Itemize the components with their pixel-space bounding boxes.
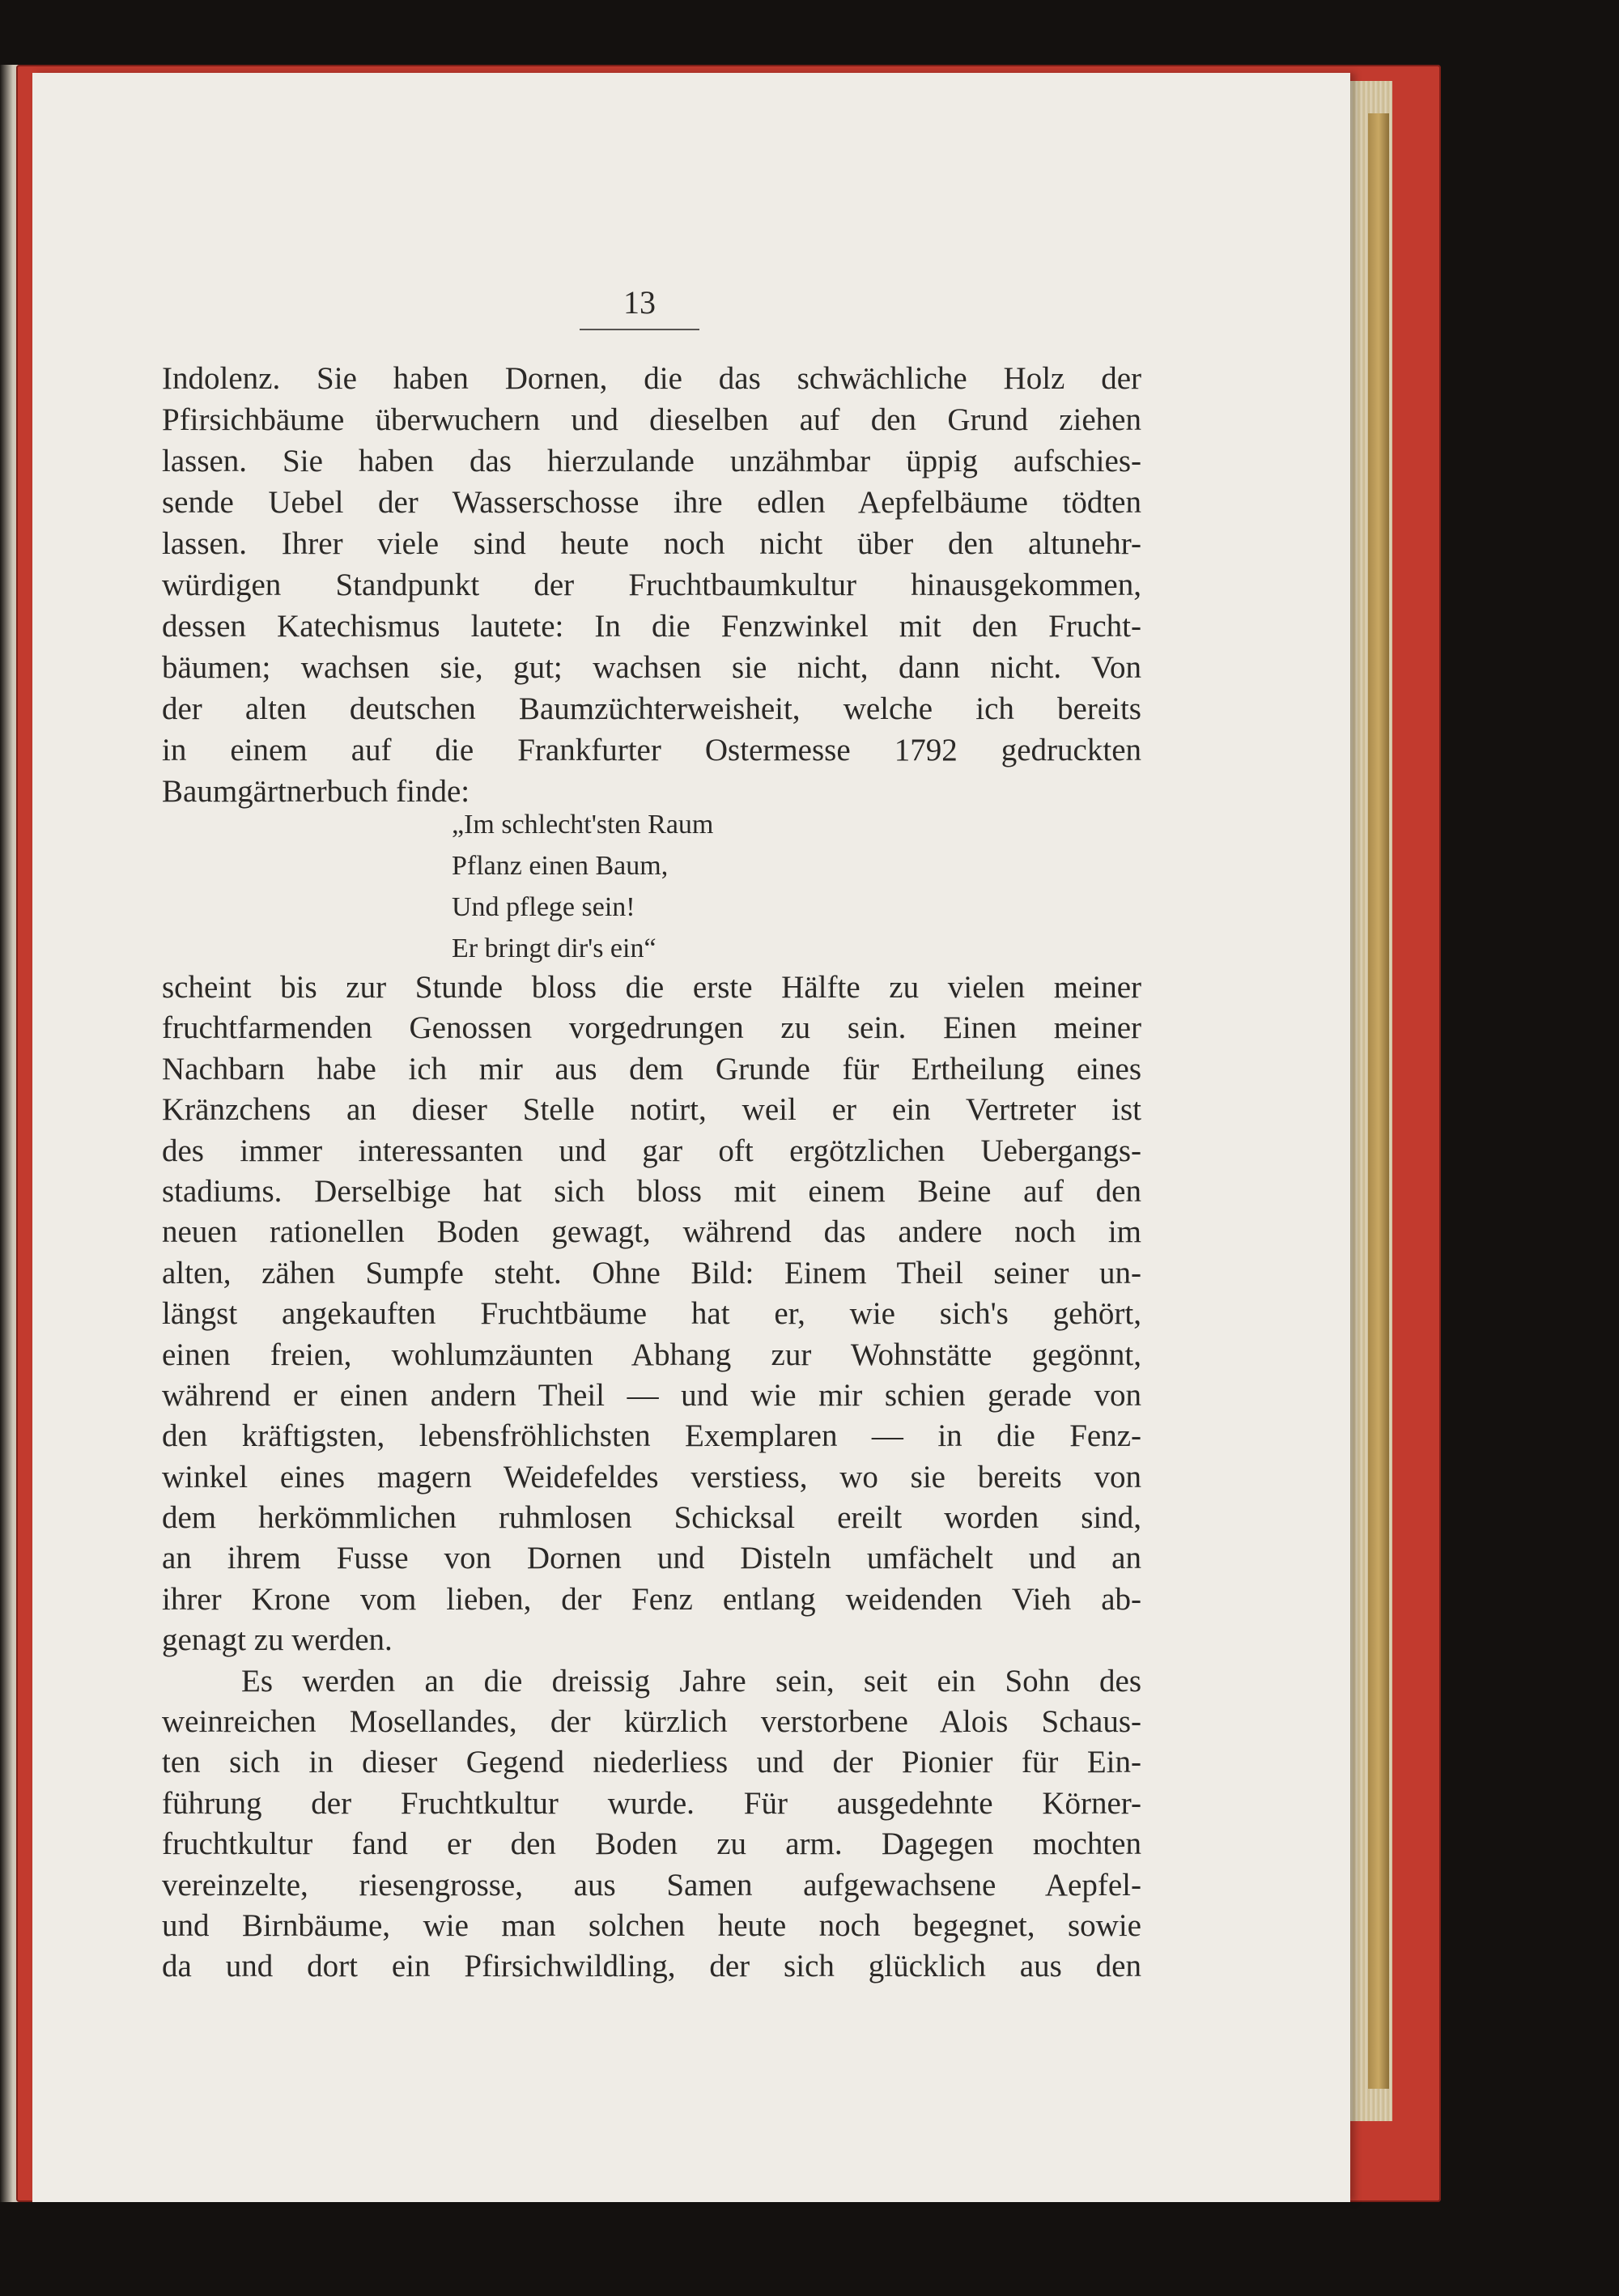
text-line: während er einen andern Theil — und wie mir schien gerade von: [162, 1377, 1141, 1413]
text-line: den kräftigsten, lebensfröhlichsten Exemplaren — in die Fenz-: [162, 1418, 1141, 1454]
text-line: der alten deutschen Baumzüchterweisheit, welche ich bereits: [162, 691, 1141, 726]
text-line: fruchtfarmenden Genossen vorgedrungen zu sein. Einen meiner: [162, 1010, 1141, 1046]
text-line: winkel eines magern Weidefeldes verstiess, wo sie bereits von: [162, 1459, 1141, 1495]
text-line: genagt zu werden.: [162, 1622, 393, 1658]
verse-line: Pflanz einen Baum,: [452, 851, 669, 881]
text-line: Indolenz. Sie haben Dornen, die das schwächliche Holz der: [162, 361, 1141, 396]
verse-line: Er bringt dir's ein“: [452, 933, 657, 963]
text-line: des immer interessanten und gar oft ergötzlichen Uebergangs-: [162, 1133, 1141, 1168]
verse-line: „Im schlecht'sten Raum: [452, 810, 714, 840]
paragraph-1: [162, 358, 1141, 812]
text-line: Baumgärtnerbuch finde:: [162, 774, 470, 809]
text-line: scheint bis zur Stunde bloss die erste Hälfte zu vielen meiner: [162, 970, 1141, 1005]
text-line: längst angekauften Fruchtbäume hat er, wie sich's gehört,: [162, 1296, 1141, 1332]
text-line: lassen. Sie haben das hierzulande unzähmbar üppig aufschies-: [162, 444, 1141, 478]
text-line: in einem auf die Frankfurter Ostermesse 1792 gedruckten: [162, 733, 1141, 767]
text-line: lassen. Ihrer viele sind heute noch nicht über den altunehr-: [162, 526, 1141, 561]
text-line: da und dort ein Pfirsichwildling, der sich glücklich aus den: [162, 1949, 1141, 1984]
text-line: bäumen; wachsen sie, gut; wachsen sie nicht, dann nicht. Von: [162, 650, 1141, 685]
gilt-edge: [1368, 113, 1389, 2089]
text-line: stadiums. Derselbige hat sich bloss mit einem Beine auf den: [162, 1173, 1141, 1209]
book-page: [32, 73, 1350, 2202]
text-line: weinreichen Mosellandes, der kürzlich verstorbene Alois Schaus-: [162, 1704, 1141, 1740]
text-line: Es werden an die dreissig Jahre sein, seit ein Sohn des: [241, 1663, 1141, 1699]
page-number: 13: [623, 284, 656, 321]
header-rule: [580, 329, 699, 330]
verse-quote: [452, 804, 856, 969]
text-line: neuen rationellen Boden gewagt, während das andere noch im: [162, 1214, 1141, 1250]
text-line: alten, zähen Sumpfe steht. Ohne Bild: Einem Theil seiner un-: [162, 1255, 1141, 1290]
text-line: ten sich in dieser Gegend niederliess und der Pionier für Ein-: [162, 1745, 1141, 1780]
text-line: führung der Fruchtkultur wurde. Für ausgedehnte Körner-: [162, 1785, 1141, 1821]
text-line: vereinzelte, riesengrosse, aus Samen aufgewachsene Aepfel-: [162, 1867, 1141, 1903]
text-line: fruchtkultur fand er den Boden zu arm. Dagegen mochten: [162, 1826, 1141, 1862]
paragraph-2-3: [162, 967, 1141, 1988]
text-line: Kränzchens an dieser Stelle notirt, weil er ein Vertreter ist: [162, 1092, 1141, 1128]
text-line: Pfirsichbäume überwuchern und dieselben auf den Grund ziehen: [162, 402, 1141, 437]
verse-line: Und pflege sein!: [452, 892, 635, 922]
text-line: würdigen Standpunkt der Fruchtbaumkultur hinausgekommen,: [162, 568, 1141, 602]
text-line: an ihrem Fusse von Dornen und Disteln umfächelt und an: [162, 1541, 1141, 1576]
text-line: einen freien, wohlumzäunten Abhang zur Wohnstätte gegönnt,: [162, 1337, 1141, 1372]
text-line: dessen Katechismus lautete: In die Fenzwinkel mit den Frucht-: [162, 609, 1141, 644]
text-line: und Birnbäume, wie man solchen heute noch begegnet, sowie: [162, 1907, 1141, 1943]
text-line: sende Uebel der Wasserschosse ihre edlen Aepfelbäume tödten: [162, 485, 1141, 520]
text-line: Nachbarn habe ich mir aus dem Grunde für Ertheilung eines: [162, 1051, 1141, 1086]
text-line: dem herkömmlichen ruhmlosen Schicksal ereilt worden sind,: [162, 1500, 1141, 1536]
text-line: ihrer Krone vom lieben, der Fenz entlang weidenden Vieh ab-: [162, 1581, 1141, 1617]
